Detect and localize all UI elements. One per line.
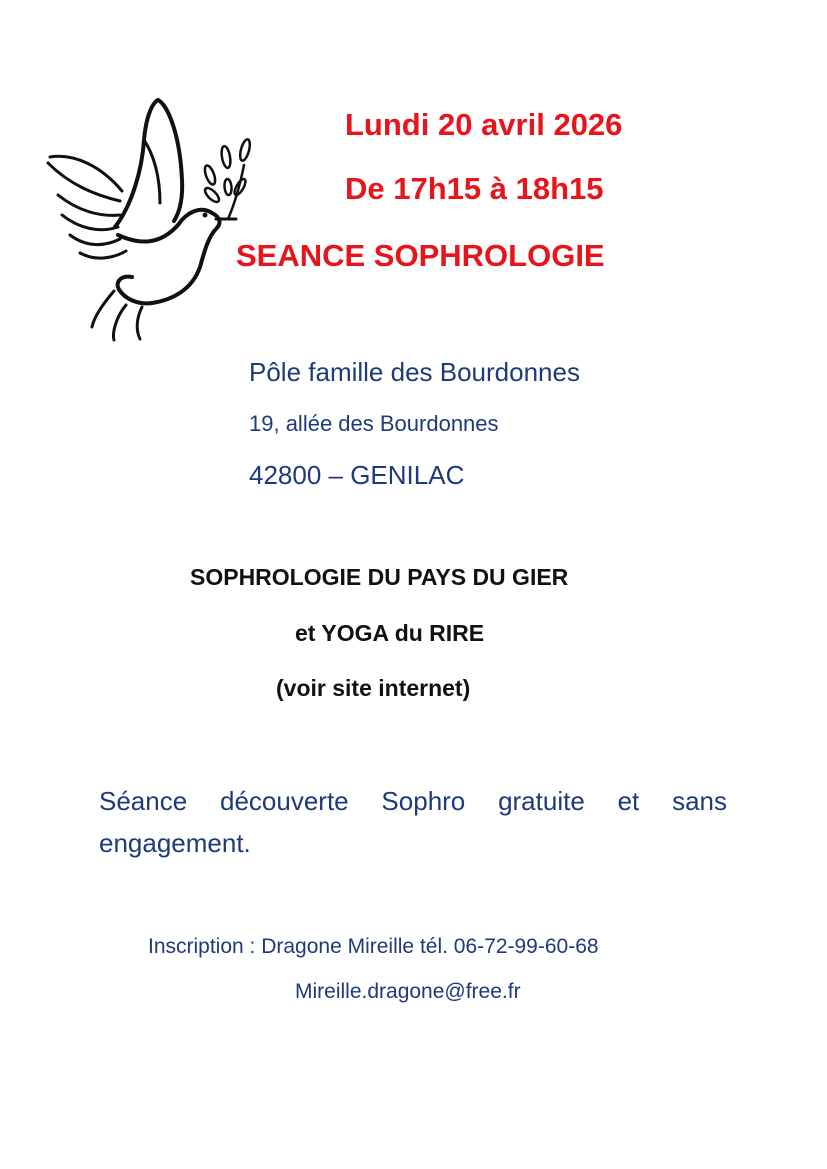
email-link[interactable]: Mireille.dragone@free.fr xyxy=(295,980,521,1003)
organizer-subtitle: et YOGA du RIRE xyxy=(295,620,485,646)
event-time: De 17h15 à 18h15 xyxy=(345,171,604,206)
organizer-website-note: (voir site internet) xyxy=(276,675,471,701)
location-city: 42800 – GENILAC xyxy=(249,460,465,490)
dove-icon xyxy=(40,95,255,345)
location-name: Pôle famille des Bourdonnes xyxy=(249,357,580,387)
offer-text: Séance découverte Sophro gratuite et sans engagement. xyxy=(99,786,727,858)
location-street: 19, allée des Bourdonnes xyxy=(249,411,499,436)
inscription-contact: Inscription : Dragone Mireille tél. 06-72-99-60-68 xyxy=(148,935,599,958)
event-title: SEANCE SOPHROLOGIE xyxy=(236,238,605,273)
event-date: Lundi 20 avril 2026 xyxy=(345,107,623,142)
organizer-name: SOPHROLOGIE DU PAYS DU GIER xyxy=(190,564,569,590)
